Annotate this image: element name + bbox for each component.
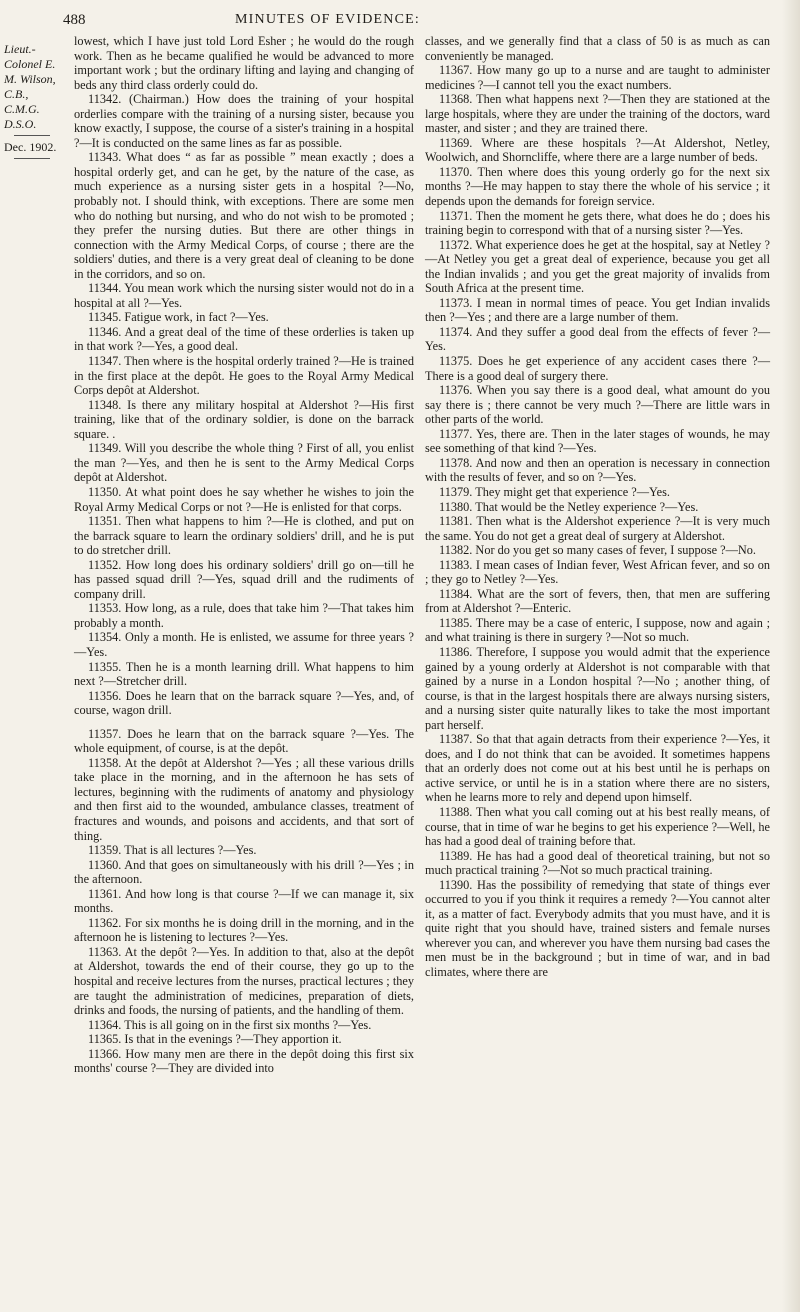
witness-name-line: Lieut.- <box>4 42 36 56</box>
page-edge-shadow <box>782 0 800 1312</box>
evidence-paragraph: 11371. Then the moment he gets there, what does he do ; does his training begin to correspond with that of a nursing sister ?—Yes. <box>425 208 770 238</box>
witness-name-line: C.B., C.M.G. <box>4 87 40 116</box>
evidence-paragraph: 11373. I mean in normal times of peace. You get Indian invalids then ?—Yes ; and there are a large number of them. <box>425 295 770 325</box>
evidence-paragraph: 11346. And a great deal of the time of these orderlies is taken up in that work ?—Yes, a good deal. <box>74 324 414 354</box>
evidence-paragraph: lowest, which I have just told Lord Esher ; he would do the rough work. Then as he became qualified he would be advanced to more important work ; but the ordinary lifting and laying and changing of beds any third class orderly could do. <box>74 34 414 92</box>
evidence-paragraph: 11377. Yes, there are. Then in the later stages of wounds, he may see something of that kind ?—Yes. <box>425 426 770 456</box>
witness-name-line: Colonel E. <box>4 57 56 71</box>
evidence-paragraph: 11380. That would be the Netley experience ?—Yes. <box>439 499 699 514</box>
evidence-paragraph: 11386. Therefore, I suppose you would admit that the experience gained by a young orderly at Aldershot is not comparable with that gained by a nurse in a London hospital ?—No ; another thing, of course, is that in the largest hospitals there are always nursing sisters, and a nursing sister quite naturally likes to take the most important part herself. <box>425 644 770 732</box>
page-number: 488 <box>63 12 86 28</box>
evidence-paragraph: 11375. Does he get experience of any accident cases there ?—There is a good deal of surgery there. <box>425 354 770 383</box>
evidence-paragraph: 11382. Nor do you get so many cases of fever, I suppose ?—No. <box>439 543 756 558</box>
evidence-paragraph: 11369. Where are these hospitals ?—At Aldershot, Netley, Woolwich, and Shorncliffe, where there are a large number of beds. <box>425 135 770 165</box>
evidence-paragraph: 11388. Then what you call coming out at his best really means, of course, that in time of war he begins to get his experience ?—Well, he has had a good deal of training before that. <box>425 804 770 849</box>
evidence-paragraph: 11359. That is all lectures ?—Yes. <box>88 843 257 858</box>
evidence-paragraph: 11348. Is there any military hospital at Aldershot ?—His first training, like that of the ordinary soldier, is done on the barrack square. . <box>74 397 414 441</box>
evidence-paragraph: 11354. Only a month. He is enlisted, we assume for three years ?—Yes. <box>74 630 414 659</box>
evidence-paragraph: 11385. There may be a case of enteric, I suppose, now and again ; and what training is there in surgery ?—Not so much. <box>425 615 770 645</box>
margin-rule <box>14 158 50 159</box>
evidence-paragraph: 11379. They might get that experience ?—Yes. <box>439 484 670 499</box>
evidence-paragraph: 11367. How many go up to a nurse and are taught to administer medicines ?—I cannot tell you the exact numbers. <box>425 63 770 92</box>
evidence-paragraph: 11387. So that that again detracts from their experience ?—Yes, it does, and I do not think that can be avoided. It sometimes happens that an orderly does not come out at his best until he is perhaps on active service, or until he is in a station where there are no sisters, when he learns more to rely and depend upon himself. <box>425 732 770 805</box>
evidence-paragraph: 11360. And that goes on simultaneously with his drill ?—Yes ; in the afternoon. <box>74 857 414 887</box>
evidence-paragraph: 11361. And how long is that course ?—If we can manage it, six months. <box>74 886 414 916</box>
evidence-paragraph: 11345. Fatigue work, in fact ?—Yes. <box>88 310 269 325</box>
evidence-paragraph: 11363. At the depôt ?—Yes. In addition to that, also at the depôt at Aldershot, towards the end of their course, they go up to the hospital and receive lectures from the nurses, practical lectures ; they are taught the administration of medicines, preparation of diets, drinks and foods, the nursing of patients, and the handling of them. <box>74 944 414 1018</box>
evidence-paragraph: 11384. What are the sort of fevers, then, that men are suffering from at Aldershot ?—Enteric. <box>425 586 770 616</box>
evidence-paragraph: 11343. What does “ as far as possible ” mean exactly ; does a hospital orderly get, and can he get, by the nature of the case, as much experience as a nursing sister gets in a hospital ?—No, probably not. I should think, with exceptions. There are some men who do nothing but nursing, and who do not wish to be promoted ; they prefer the nursing duties. But there are other things in connection with the Army Medical Corps, of course ; there are the soldiers' duties, and there is a very great deal of cleaning to be done in the corridors, and so on. <box>74 150 414 281</box>
evidence-paragraph: 11347. Then where is the hospital orderly trained ?—He is trained in the first place at the depôt. He goes to the Royal Army Medical Corps depôt at Aldershot. <box>74 354 414 398</box>
evidence-paragraph: 11356. Does he learn that on the barrack square ?—Yes, and, of course, wagon drill. <box>74 688 414 718</box>
left-text-column <box>74 34 414 1076</box>
evidence-paragraph: 11389. He has had a good deal of theoretical training, but not so much practical training ?—Not so much practical training. <box>425 848 770 878</box>
evidence-paragraph: 11378. And now and then an operation is necessary in connection with the results of fever, and so on ?—Yes. <box>425 455 770 485</box>
evidence-paragraph: 11365. Is that in the evenings ?—They apportion it. <box>88 1032 342 1047</box>
evidence-paragraph: 11374. And they suffer a good deal from the effects of fever ?—Yes. <box>425 324 770 354</box>
evidence-paragraph: 11353. How long, as a rule, does that take him ?—That takes him probably a month. <box>74 601 414 630</box>
evidence-paragraph: 11350. At what point does he say whether he wishes to join the Royal Army Medical Corps or not ?—He is enlisted for that corps. <box>74 484 414 514</box>
evidence-paragraph: 11342. (Chairman.) How does the training of your hospital orderlies compare with the training of a nursing sister, because you know exactly, I suppose, the course of a sister's training in a hospital ?—It is conducted on the same lines as far as possible. <box>74 92 414 150</box>
running-title: MINUTES OF EVIDENCE: <box>235 12 420 27</box>
evidence-paragraph: 11344. You mean work which the nursing sister would not do in a hospital at all ?—Yes. <box>74 281 414 310</box>
evidence-paragraph: 11390. Has the possibility of remedying that state of things ever occurred to you if you think it requires a remedy ?—You cannot alter it, as a matter of fact. Everybody admits that you must have, and it is quite right that you should have, trained sisters and female nurses wherever you can, and wherever you have them nursing bad cases the men must be in the background ; but in time of war, and in bad climates, where there are <box>425 877 770 979</box>
evidence-paragraph: 11349. Will you describe the whole thing ? First of all, you enlist the man ?—Yes, and then he is sent to the Army Medical Corps depôt at Aldershot. <box>74 441 414 485</box>
evidence-paragraph: 11381. Then what is the Aldershot experience ?—It is very much the same. You do not get a great deal of surgery at Aldershot. <box>425 514 770 543</box>
witness-name-line: D.S.O. <box>4 117 37 131</box>
evidence-paragraph: 11366. How many men are there in the depôt doing this first six months' course ?—They are divided into <box>74 1046 414 1076</box>
evidence-paragraph: 11376. When you say there is a good deal, what amount do you say there is ; there cannot be very much ?—There are little wars in other parts of the world. <box>425 383 770 427</box>
evidence-paragraph: 11370. Then where does this young orderly go for the next six months ?—He may happen to stay there the whole of his service ; it depends upon the demands for foreign service. <box>425 164 770 209</box>
evidence-date: Dec. 1902. <box>4 140 57 154</box>
evidence-paragraph: 11351. Then what happens to him ?—He is clothed, and put on the barrack square to learn the ordinary soldiers' drill, and he is put to do stretcher drill. <box>74 514 414 558</box>
right-text-column <box>425 34 770 980</box>
evidence-paragraph: 11352. How long does his ordinary soldiers' drill go on—till he has passed squad drill ?—Yes, squad drill and the rudiments of company drill. <box>74 557 414 601</box>
witness-margin-note <box>4 42 64 159</box>
evidence-paragraph: 11357. Does he learn that on the barrack square ?—Yes. The whole equipment, of course, is at the depôt. <box>74 726 414 756</box>
margin-rule <box>14 135 50 136</box>
evidence-paragraph: 11358. At the depôt at Aldershot ?—Yes ; all these various drills take place in the morning, and in the afternoon he has sets of lectures, beginning with the rudiments of anatomy and physiology and then first aid to the wounded, ambulance classes, treatment of fractures and wounds, and poisons and accidents, and that sort of thing. <box>74 755 414 843</box>
witness-name-line: M. Wilson, <box>4 72 56 86</box>
evidence-paragraph: 11362. For six months he is doing drill in the morning, and in the afternoon he is listening to lectures ?—Yes. <box>74 915 414 945</box>
evidence-paragraph: 11355. Then he is a month learning drill. What happens to him next ?—Stretcher drill. <box>74 659 414 689</box>
evidence-paragraph: 11364. This is all going on in the first six months ?—Yes. <box>88 1017 372 1032</box>
evidence-paragraph: 11372. What experience does he get at the hospital, say at Netley ?—At Netley you get a great deal of experience, because you get all the Indian invalids ; and you get the great majority of invalids from South Africa at the present time. <box>425 237 770 296</box>
evidence-paragraph: 11383. I mean cases of Indian fever, West African fever, and so on ; they go to Netley ?—Yes. <box>425 557 770 587</box>
evidence-paragraph: classes, and we generally find that a class of 50 is as much as can conveniently be managed. <box>425 34 770 63</box>
evidence-paragraph: 11368. Then what happens next ?—Then they are stationed at the large hospitals, where they are under the training of the doctors, ward master, and sister ; and they are trained there. <box>425 92 770 136</box>
